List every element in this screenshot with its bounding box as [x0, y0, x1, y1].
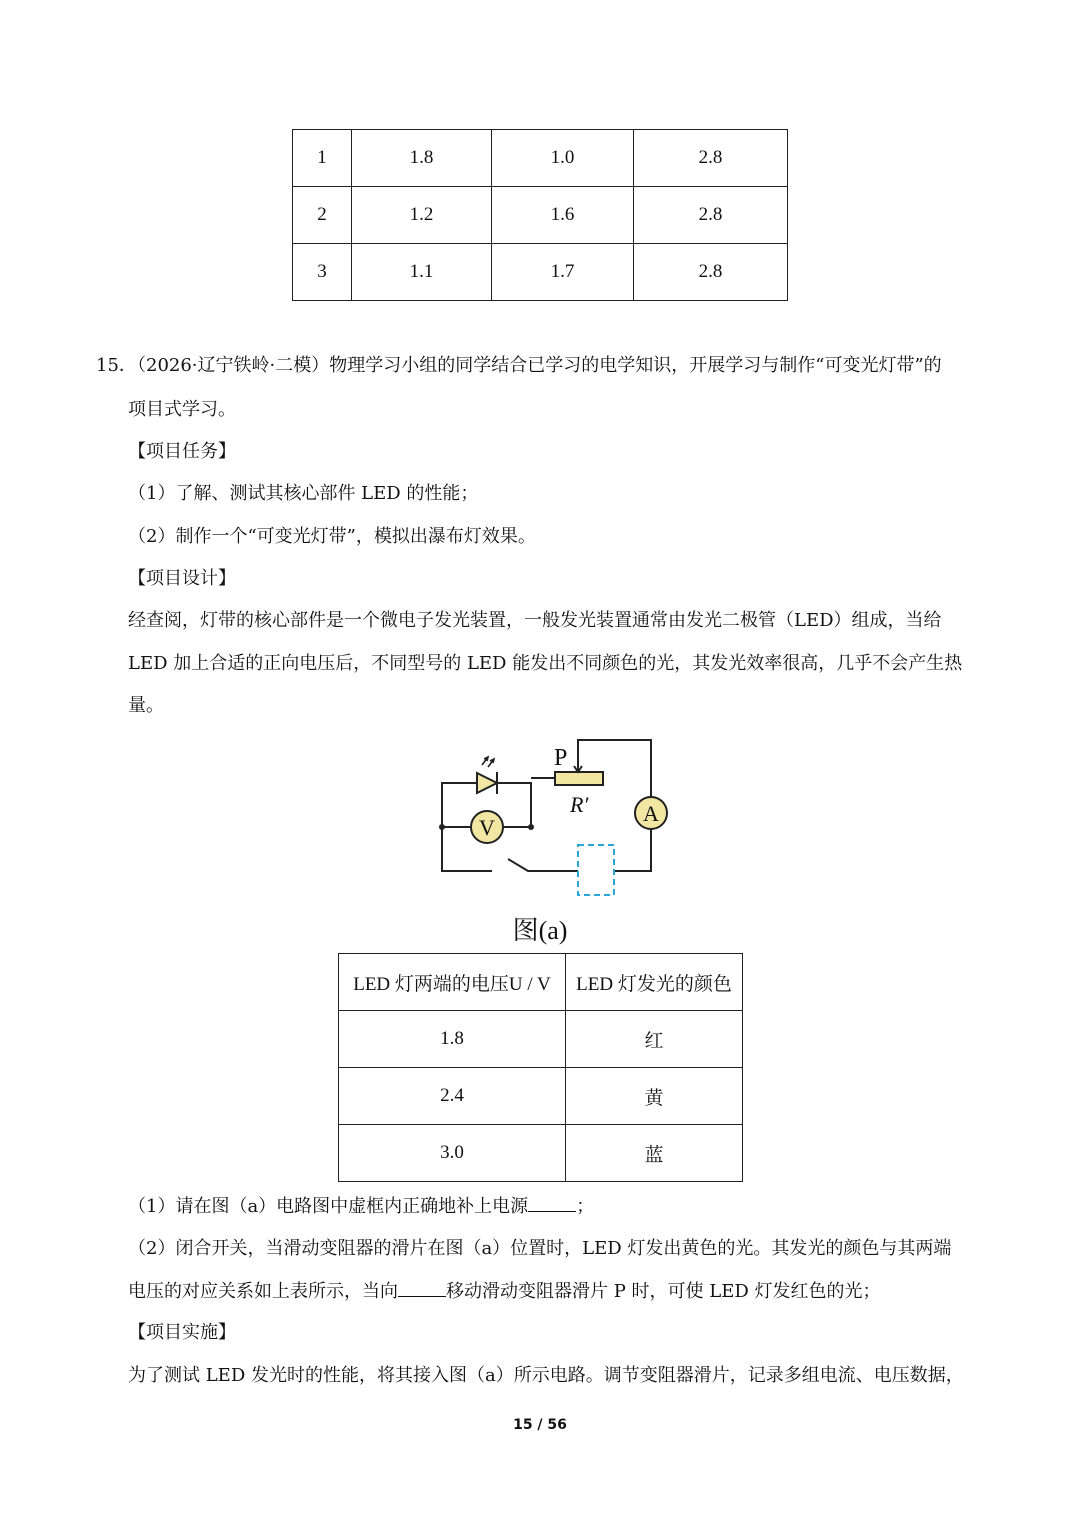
power-source-placeholder-box: [578, 845, 614, 895]
table-row: [293, 244, 788, 301]
ammeter-label: A: [643, 801, 659, 826]
table-cell: 3.0: [339, 1125, 566, 1182]
table-cell: 1.2: [352, 187, 492, 244]
table-cell: 红: [566, 1011, 743, 1068]
led-diode-icon: [477, 757, 497, 794]
answer-blank[interactable]: [398, 1278, 446, 1297]
sub-question-1: [128, 1193, 594, 1220]
question-intro-line: （2026·辽宁铁岭·二模）物理学习小组的同学结合已学习的电学知识，开展学习与制作“可变光灯带”的: [128, 355, 942, 376]
data-table-top: [292, 129, 788, 301]
design-heading: 【项目设计】: [128, 568, 236, 589]
question-intro-line: 项目式学习。: [128, 399, 236, 420]
table-cell: 1.6: [492, 187, 634, 244]
figure-caption: 图(a): [512, 916, 568, 945]
answer-blank[interactable]: [528, 1193, 576, 1212]
table-row: [293, 187, 788, 244]
table-cell: 1.0: [492, 130, 634, 187]
table-cell: 黄: [566, 1068, 743, 1125]
task-item: （1）了解、测试其核心部件 LED 的性能；: [128, 483, 479, 504]
task-item: （2）制作一个“可变光灯带”，模拟出瀑布灯效果。: [128, 526, 536, 547]
table-cell: 1.8: [352, 130, 492, 187]
column-header: LED 灯发光的颜色: [566, 954, 743, 1011]
table-cell: 2.8: [634, 130, 788, 187]
table-cell: 蓝: [566, 1125, 743, 1182]
design-text-line: 量。: [128, 695, 164, 716]
sub-question-2-line: （2）闭合开关，当滑动变阻器的滑片在图（a）位置时，LED 灯发出黄色的光。其发光的颜色与其两端: [128, 1238, 952, 1259]
sub-question-text: 移动滑动变阻器滑片 P 时，可使 LED 灯发红色的光；: [446, 1281, 881, 1302]
voltmeter-label: V: [479, 815, 495, 840]
task-heading: 【项目任务】: [128, 441, 236, 462]
circuit-diagram: [430, 735, 670, 900]
slider-label: P: [554, 745, 568, 771]
implementation-text-line: 为了测试 LED 发光时的性能，将其接入图（a）所示电路。调节变阻器滑片，记录多组电流、电压数据，: [128, 1365, 964, 1386]
sub-question-text: （1）请在图（a）电路图中虚框内正确地补上电源: [128, 1196, 529, 1217]
table-cell: 2.8: [634, 244, 788, 301]
voltmeter-icon: [471, 811, 503, 843]
circuit-wires: [442, 740, 651, 871]
table-row: [339, 1011, 743, 1068]
table-header-row: [339, 954, 743, 1011]
sub-question-text: ；: [576, 1196, 595, 1217]
table-cell: 2: [293, 187, 352, 244]
led-data-table: [338, 953, 743, 1182]
sub-question-text: 电压的对应关系如上表所示，当向: [128, 1281, 398, 1302]
rheostat-label: R′: [570, 792, 589, 817]
table-row: [293, 130, 788, 187]
table-cell: 1.1: [352, 244, 492, 301]
table-cell: 2.8: [634, 187, 788, 244]
implementation-heading: 【项目实施】: [128, 1322, 236, 1343]
table-row: [339, 1125, 743, 1182]
sub-question-2-line: [128, 1278, 881, 1305]
page-number: 15 / 56: [513, 1417, 567, 1433]
junction-dot: [439, 824, 445, 830]
table-cell: 1: [293, 130, 352, 187]
table-row: [339, 1068, 743, 1125]
table-cell: 1.8: [339, 1011, 566, 1068]
question-number: 15．: [96, 355, 137, 376]
table-cell: 3: [293, 244, 352, 301]
ammeter-icon: [635, 797, 667, 829]
column-header: LED 灯两端的电压U / V: [339, 954, 566, 1011]
design-text-line: 经查阅，灯带的核心部件是一个微电子发光装置，一般发光装置通常由发光二极管（LED）组成，当给: [128, 610, 942, 631]
table-cell: 2.4: [339, 1068, 566, 1125]
table-cell: 1.7: [492, 244, 634, 301]
design-text-line: LED 加上合适的正向电压后，不同型号的 LED 能发出不同颜色的光，其发光效率很高，几乎不会产生热: [128, 653, 963, 674]
junction-dot: [528, 824, 534, 830]
